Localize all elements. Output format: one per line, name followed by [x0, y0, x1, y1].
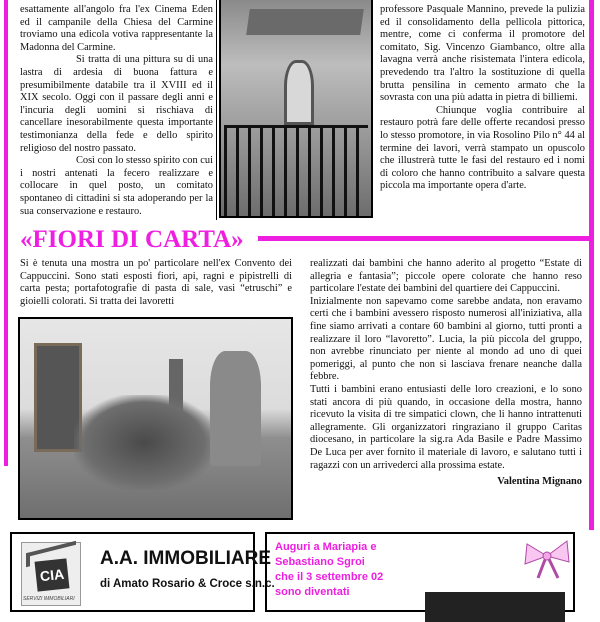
cia-logo-subtext: SERVIZI IMMOBILIARI [23, 596, 75, 602]
top-article-left-column [20, 4, 213, 218]
fiori-title: «FIORI DI CARTA» [20, 226, 244, 253]
children-group-photo [18, 317, 293, 520]
greeting-line: sono diventati [275, 586, 350, 598]
greeting-box [265, 532, 575, 612]
title-rule [258, 236, 590, 241]
greeting-line: che il 3 settembre 02 [275, 571, 384, 583]
paragraph: Si tratta di una pittura su di una lastra di ardesia di buona fattura e presumibilmente databile tra il XVIII ed il XIX secolo. Oggi con il passare degli anni e l'incuria degli uomini si rischiava di cancellare inesorabilmente questa importante testimonianza della fede e dello spirito religioso del nostro passato. [20, 54, 213, 154]
paragraph: Inizialmente non sapevamo come sarebbe andata, non eravamo certi che i bambini avessero risposto numerosi all'iniziativa, alla fine siamo arrivati a contare 60 bambini al giorno, tutti pronti a realizzare il loro “lavoretto”. Lucia, la più piccola del gruppo, non avrebbe rinunciato per niente al mondo ad uno di quei pomeriggi, al punto che non si lasciava frenare neanche dalla febbre. [310, 295, 582, 383]
ad-company-sub: di Amato Rosario & Croce s.n.c. [100, 578, 275, 590]
author: Valentina Mignano [497, 476, 582, 488]
ad-company-name: A.A. IMMOBILIARE [100, 548, 271, 569]
greeting-line: Sebastiano Sgroi [275, 556, 365, 568]
couple-photo [425, 592, 565, 622]
paragraph: Chiunque voglia contribuire al restauro potrà fare delle offerte recandosi presso lo stesso promotore, in via Rosolino Pilo n° 44 al termine dei lavori, verrà stampato un opuscolo che illustrerà tutte le fasi del restauro ed i nomi di coloro che hanno contribuito a salvare questa piccola ma importante opera d'arte. [380, 104, 585, 192]
column-rule [216, 0, 217, 220]
cia-logo-text: CIA [35, 558, 70, 591]
top-article-right-column [380, 4, 585, 193]
paragraph: Così con lo stesso spirito con cui i nostri antenati la fecero realizzare e collocare in quel posto, un comitato spontaneo di cittadini si sta adoperando per la sua conservazione e restauro. [20, 155, 213, 217]
right-margin-bar [589, 0, 594, 530]
paragraph: Tutti i bambini erano entusiasti delle loro creazioni, e lo sono stati ancora di più quando, in occasione della mostra, hanno ricevuto la visita di tre simpatici clown, che li hanno intrattenuti allegramente. Gli organizzatori ringraziano il gruppo Caritas diocesano, in particolare la sig.ra Ada Basile e Padre Massimo De Luca per aver fornito il materiale di lavoro, e salutano tutti i ragazzi con un arrivederci alla prossima estate. [310, 383, 582, 471]
paragraph: realizzati dai bambini che hanno aderito al progetto “Estate di allegria e fantasia”; piccole opere colorate che hanno reso particolare l'estate dei bambini del quartiere dei Cappuccini. [310, 258, 582, 295]
greeting-text [275, 540, 383, 600]
paragraph: esattamente all'angolo fra l'ex Cinema Eden ed il campanile della Chiesa del Carmine troviamo una edicola votiva rappresentante la Madonna del Carmine. [20, 4, 213, 53]
left-margin-bar [4, 0, 8, 466]
paragraph: professore Pasquale Mannino, prevede la pulizia ed il consolidamento della pellicola pittorica, mentre, come ci conferma il promotore del comitato, Sig. Vincenzo Giambanco, oltre alla lavagna verrà anche risistemata l'intera edicola, prevedendo tra l'altro la sostituzione di quella brutta pensilina in cemento armato che la sovrasta con una più adatta in pietra di billiemi. [380, 4, 585, 104]
cia-logo [21, 542, 81, 606]
greeting-line: Auguri a Mariapia e [275, 541, 377, 553]
fiori-right-column [310, 258, 582, 489]
edicola-votiva-photo [219, 0, 373, 218]
immobiliare-ad[interactable] [10, 532, 275, 612]
fiori-intro: Si è tenuta una mostra un po' particolare nell'ex Convento dei Cappuccini. Sono stati esposti fiori, api, ragni e pipistrelli di carta pesta; portafotografie di pasta di sale, vasi “etruschi” e gioielli colorati. Si tratta dei lavoretti [20, 258, 292, 307]
pink-bow-icon [522, 538, 572, 580]
